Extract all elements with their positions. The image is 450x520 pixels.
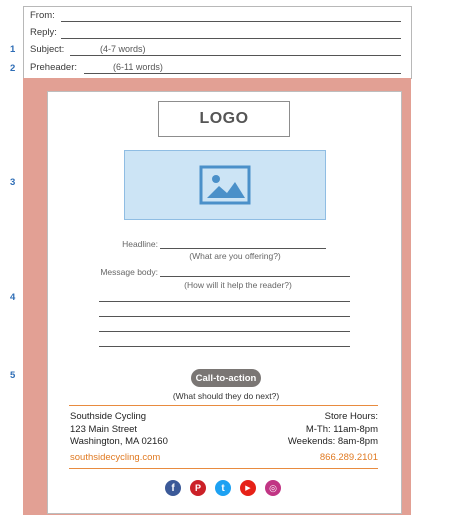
message-field-line[interactable] [160,276,350,277]
instagram-glyph: ◎ [269,482,277,493]
message-line[interactable] [99,346,350,347]
message-line[interactable] [99,331,350,332]
preheader-label: Preheader: [30,62,78,73]
twitter-glyph: t [221,482,225,494]
image-placeholder-icon [199,165,251,205]
pinterest-icon[interactable] [190,480,206,496]
phone-number[interactable]: 866.289.2101 [319,452,378,463]
reply-field-line[interactable] [61,38,401,39]
street-address: 123 Main Street [70,423,138,435]
city-address: Washington, MA 02160 [70,436,168,447]
subject-hint: (4-7 words) [100,44,146,54]
hero-image-placeholder [124,150,326,220]
instagram-icon[interactable] [265,480,281,496]
logo-placeholder [158,101,290,137]
youtube-icon[interactable] [240,480,256,496]
cta-label: Call-to-action [195,372,257,384]
facebook-glyph: f [171,482,175,494]
hours-weekend: Weekends: 8am-8pm [287,436,378,447]
step-number-5: 5 [10,370,16,381]
hours-weekday: M-Th: 11am-8pm [305,423,378,435]
business-name: Southside Cycling [70,411,147,422]
cta-hint: (What should they do next?) [172,391,280,401]
headline-field-line[interactable] [160,248,326,249]
message-hint: (How will it help the reader?) [184,280,292,290]
headline-hint: (What are you offering?) [189,251,281,261]
step-number-1: 1 [10,44,16,55]
message-body-label: Message body: [100,267,158,277]
step-number-2: 2 [10,63,16,74]
business-address [70,411,168,449]
facebook-icon[interactable] [165,480,181,496]
store-hours [250,411,378,449]
preheader-hint: (6-11 words) [113,62,163,72]
social-icons-row [165,480,281,496]
step-number-4: 4 [10,292,16,303]
message-line[interactable] [99,301,350,302]
footer-divider-bottom [69,468,378,469]
youtube-glyph: ▶ [245,485,251,492]
hours-title: Store Hours: [324,411,378,422]
subject-label: Subject: [30,44,65,55]
footer-divider-top [69,405,378,406]
twitter-icon[interactable] [215,480,231,496]
from-label: From: [30,10,55,21]
preheader-field-line[interactable] [84,73,401,74]
subject-field-line[interactable] [70,55,401,56]
website-link[interactable]: southsidecycling.com [70,452,161,463]
message-line[interactable] [99,316,350,317]
call-to-action-button[interactable] [191,369,261,387]
headline-label: Headline: [122,239,158,249]
logo-text: LOGO [199,110,249,127]
reply-label: Reply: [30,27,57,38]
from-field-line[interactable] [61,21,401,22]
email-header-panel [23,6,412,79]
pinterest-glyph: P [194,483,201,493]
step-number-3: 3 [10,177,16,188]
